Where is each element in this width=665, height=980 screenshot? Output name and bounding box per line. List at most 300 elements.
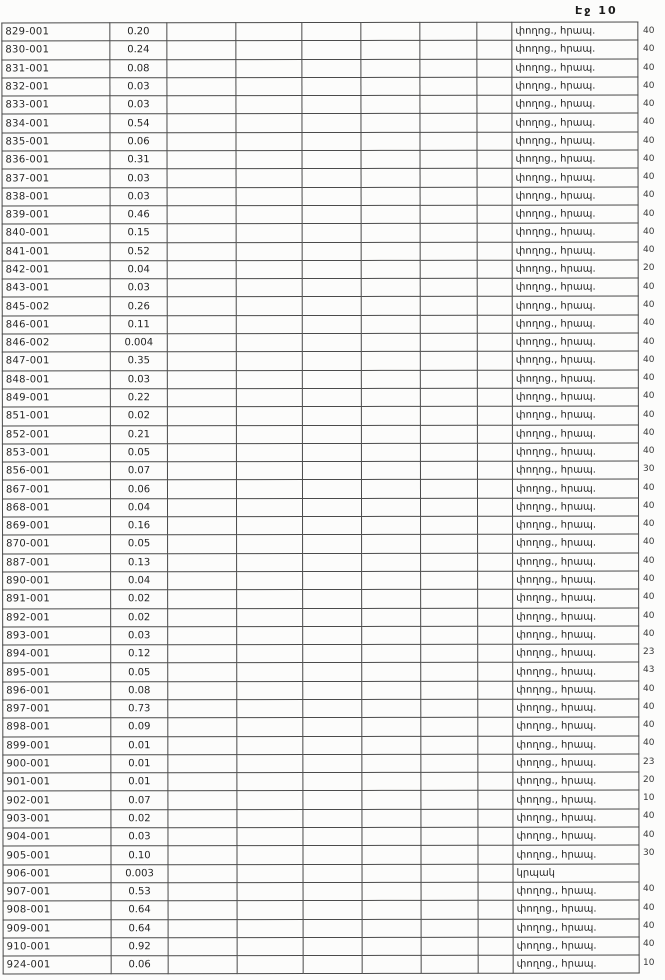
cell-usage-note: փողոց., հրապ.: [512, 443, 638, 461]
edge-fragment: 40: [643, 446, 655, 457]
edge-fragment: 40: [643, 409, 655, 420]
table-row: [3, 589, 639, 608]
cell-empty: [302, 242, 361, 260]
table-row: [2, 260, 638, 279]
edge-fragment: 40: [643, 336, 655, 347]
edge-fragment: 40: [643, 519, 655, 530]
cell-empty: [477, 95, 512, 113]
cell-empty: [478, 864, 513, 882]
edge-fragment: 40: [643, 80, 655, 91]
cell-empty: [168, 809, 237, 827]
edge-fragment: 40: [643, 555, 655, 566]
cell-empty: [167, 260, 236, 278]
cell-empty: [421, 663, 478, 681]
cell-empty: [478, 663, 513, 681]
cell-empty: [237, 608, 303, 626]
cell-empty: [237, 590, 303, 608]
cell-empty: [167, 114, 236, 132]
cell-empty: [478, 827, 513, 845]
cell-area-value: 0.22: [110, 389, 167, 407]
table-row: [2, 40, 638, 59]
edge-fragment: 40: [643, 26, 655, 36]
cell-empty: [477, 169, 512, 187]
edge-fragment: 40: [643, 537, 655, 548]
edge-fragment: 40: [643, 135, 655, 146]
cell-area-value: 0.04: [111, 572, 168, 590]
table-row: [2, 95, 638, 114]
cell-empty: [237, 882, 303, 900]
table-row: [2, 223, 638, 242]
cell-parcel-id: 910-001: [3, 938, 111, 956]
cell-area-value: 0.24: [110, 41, 167, 59]
cell-empty: [361, 114, 420, 132]
cell-parcel-id: 887-001: [3, 553, 111, 571]
cell-parcel-id: 837-001: [2, 169, 110, 187]
cell-empty: [477, 205, 512, 223]
cell-usage-note: փողոց., հրապ.: [512, 205, 638, 223]
cell-empty: [421, 626, 478, 644]
cell-empty: [303, 516, 362, 534]
cell-parcel-id: 843-001: [2, 279, 110, 297]
cell-empty: [236, 407, 302, 425]
cell-empty: [477, 59, 512, 77]
cell-empty: [362, 736, 421, 754]
edge-fragment: 30: [643, 464, 655, 475]
cell-empty: [237, 956, 303, 974]
cell-area-value: 0.03: [110, 370, 167, 388]
cell-empty: [236, 114, 302, 132]
cell-empty: [421, 919, 478, 937]
cell-empty: [361, 279, 420, 297]
cell-empty: [237, 809, 303, 827]
cell-empty: [478, 736, 513, 754]
cell-parcel-id: 831-001: [2, 59, 110, 77]
cell-usage-note: փողոց., հրապ.: [513, 754, 639, 772]
cell-empty: [477, 114, 512, 132]
cell-empty: [236, 425, 302, 443]
table-row: [2, 370, 638, 389]
cell-empty: [302, 260, 361, 278]
cell-empty: [477, 150, 512, 168]
cell-empty: [478, 772, 513, 790]
cell-empty: [421, 681, 478, 699]
cell-empty: [362, 754, 421, 772]
cell-empty: [303, 681, 362, 699]
edge-fragment: 30: [643, 847, 655, 858]
edge-fragment: 10: [643, 957, 655, 968]
cell-area-value: 0.05: [110, 444, 167, 462]
cell-empty: [237, 718, 303, 736]
cell-empty: [236, 23, 302, 41]
cell-empty: [362, 901, 421, 919]
cell-empty: [420, 461, 477, 479]
cell-empty: [303, 535, 362, 553]
cell-empty: [478, 516, 513, 534]
edge-fragment: 40: [643, 281, 655, 292]
cell-empty: [420, 333, 477, 351]
cell-empty: [361, 150, 420, 168]
cell-empty: [167, 334, 236, 352]
cell-empty: [362, 681, 421, 699]
cell-empty: [167, 370, 236, 388]
cell-parcel-id: 830-001: [2, 41, 110, 59]
table-row: [3, 571, 639, 590]
cell-empty: [237, 828, 303, 846]
cell-usage-note: փողոց., հրապ.: [512, 114, 638, 132]
table-row: [3, 699, 639, 718]
cell-empty: [237, 754, 303, 772]
edge-fragment: 40: [643, 354, 655, 365]
cell-empty: [362, 553, 421, 571]
cell-empty: [478, 955, 513, 973]
table-row: [3, 900, 639, 919]
edge-fragment: 40: [643, 500, 655, 511]
table-row: [3, 736, 639, 755]
cell-parcel-id: 890-001: [3, 572, 111, 590]
cell-parcel-id: 839-001: [2, 206, 110, 224]
cell-empty: [237, 517, 303, 535]
table-row: [3, 534, 639, 553]
cell-empty: [167, 297, 236, 315]
cell-area-value: 0.02: [111, 809, 168, 827]
cell-empty: [361, 132, 420, 150]
cell-empty: [168, 791, 237, 809]
cell-empty: [236, 224, 302, 242]
cell-empty: [167, 187, 236, 205]
table-row: [3, 754, 639, 773]
cell-empty: [420, 187, 477, 205]
cell-empty: [420, 407, 477, 425]
cell-empty: [168, 626, 237, 644]
cell-parcel-id: 829-001: [2, 23, 110, 41]
cell-parcel-id: 902-001: [3, 791, 111, 809]
cell-area-value: 0.003: [111, 864, 168, 882]
cell-empty: [168, 718, 237, 736]
cell-empty: [167, 480, 236, 498]
cell-usage-note: փողոց., հրապ.: [512, 498, 638, 516]
edge-fragment: 40: [643, 190, 655, 201]
cell-empty: [361, 242, 420, 260]
cell-area-value: 0.54: [110, 114, 167, 132]
table-row: [2, 205, 638, 224]
cell-parcel-id: 870-001: [3, 535, 111, 553]
cell-area-value: 0.15: [110, 224, 167, 242]
cell-empty: [167, 206, 236, 224]
cell-empty: [362, 864, 421, 882]
cell-parcel-id: 836-001: [2, 151, 110, 169]
cell-area-value: 0.05: [111, 663, 168, 681]
table-row: [3, 516, 639, 535]
cell-empty: [167, 224, 236, 242]
cell-empty: [421, 864, 478, 882]
cell-empty: [302, 443, 361, 461]
cell-usage-note: փողոց., հրապ.: [512, 77, 638, 95]
cell-empty: [420, 41, 477, 59]
cell-empty: [303, 919, 362, 937]
cell-parcel-id: 893-001: [3, 627, 111, 645]
cell-empty: [477, 187, 512, 205]
table-row: [3, 864, 639, 883]
cell-usage-note: փողոց., հրապ.: [513, 919, 639, 937]
cell-usage-note: փողոց., հրապ.: [513, 626, 639, 644]
cell-parcel-id: 853-001: [2, 444, 110, 462]
edge-fragment: 40: [643, 44, 655, 55]
cell-usage-note: փողոց., հրապ.: [512, 315, 638, 333]
cell-empty: [302, 132, 361, 150]
cell-empty: [167, 78, 236, 96]
table-row: [3, 845, 639, 864]
cell-empty: [362, 919, 421, 937]
edge-fragment: 10: [643, 793, 655, 804]
cell-empty: [361, 96, 420, 114]
edge-fragment: 40: [643, 939, 655, 950]
cell-empty: [477, 443, 512, 461]
cell-empty: [237, 645, 303, 663]
cell-empty: [236, 59, 302, 77]
cell-usage-note: փողոց., հրապ.: [513, 608, 639, 626]
cell-area-value: 0.07: [110, 462, 167, 480]
cell-empty: [303, 791, 362, 809]
cell-empty: [303, 699, 362, 717]
cell-parcel-id: 903-001: [3, 810, 111, 828]
edge-fragment: 40: [643, 299, 655, 310]
cell-parcel-id: 848-001: [2, 370, 110, 388]
cell-empty: [362, 571, 421, 589]
cell-area-value: 0.12: [111, 645, 168, 663]
cell-empty: [236, 187, 302, 205]
cell-empty: [420, 260, 477, 278]
edge-fragment: [643, 862, 665, 880]
cell-empty: [168, 937, 237, 955]
cell-parcel-id: 856-001: [2, 462, 110, 480]
cell-usage-note: փողոց., հրապ.: [513, 900, 639, 918]
cell-empty: [421, 736, 478, 754]
table-row: [2, 59, 638, 78]
cell-empty: [302, 169, 361, 187]
cell-empty: [303, 956, 362, 974]
cell-empty: [302, 114, 361, 132]
cell-empty: [477, 498, 512, 516]
table-row: [3, 791, 639, 810]
cell-empty: [236, 443, 302, 461]
cell-parcel-id: 868-001: [3, 499, 111, 517]
cell-empty: [421, 809, 478, 827]
edge-fragment: 40: [643, 592, 655, 603]
cell-usage-note: փողոց., հրապ.: [512, 223, 638, 241]
cell-empty: [302, 462, 361, 480]
cell-empty: [420, 425, 477, 443]
edge-fragment: 23: [643, 647, 655, 658]
cell-usage-note: փողոց., հրապ.: [513, 681, 639, 699]
cell-empty: [168, 608, 237, 626]
cell-empty: [168, 864, 237, 882]
edge-fragment: 40: [643, 720, 655, 731]
cell-empty: [477, 480, 512, 498]
cell-empty: [236, 41, 302, 59]
cell-empty: [303, 736, 362, 754]
cell-empty: [237, 791, 303, 809]
cell-empty: [303, 498, 362, 516]
cell-empty: [477, 352, 512, 370]
cell-empty: [236, 334, 302, 352]
table-row: [2, 278, 638, 297]
cell-empty: [302, 480, 361, 498]
cell-parcel-id: 846-001: [2, 316, 110, 334]
cell-parcel-id: 840-001: [2, 224, 110, 242]
cell-parcel-id: 904-001: [3, 828, 111, 846]
edge-fragment: 40: [643, 373, 655, 384]
cell-empty: [237, 681, 303, 699]
cell-empty: [420, 297, 477, 315]
cell-empty: [361, 370, 420, 388]
cell-usage-note: փողոց., հրապ.: [513, 644, 639, 662]
cell-empty: [168, 517, 237, 535]
cell-usage-note: փողոց., հրապ.: [513, 571, 639, 589]
cell-empty: [420, 480, 477, 498]
cell-usage-note: փողոց., հրապ.: [512, 22, 638, 40]
cell-parcel-id: 896-001: [3, 681, 111, 699]
cell-empty: [478, 791, 513, 809]
cell-area-value: 0.64: [111, 919, 168, 937]
cell-empty: [478, 699, 513, 717]
cell-empty: [420, 95, 477, 113]
cell-area-value: 0.05: [111, 535, 168, 553]
cell-empty: [421, 718, 478, 736]
cell-area-value: 0.02: [110, 407, 167, 425]
cell-empty: [421, 937, 478, 955]
table-row: [2, 114, 638, 133]
cell-parcel-id: 846-002: [2, 334, 110, 352]
cell-empty: [302, 425, 361, 443]
table-row: [2, 132, 638, 151]
cell-empty: [478, 809, 513, 827]
cell-usage-note: փողոց., հրապ.: [513, 662, 639, 680]
edge-fragment: 40: [643, 921, 655, 932]
table-row: [2, 242, 638, 261]
cell-empty: [362, 699, 421, 717]
cell-empty: [167, 41, 236, 59]
cell-empty: [420, 132, 477, 150]
cell-empty: [167, 59, 236, 77]
cell-empty: [361, 297, 420, 315]
cell-empty: [362, 626, 421, 644]
cell-empty: [302, 388, 361, 406]
cell-empty: [477, 388, 512, 406]
cell-usage-note: փողոց., հրապ.: [512, 150, 638, 168]
cell-empty: [421, 901, 478, 919]
cell-empty: [477, 461, 512, 479]
cell-empty: [302, 370, 361, 388]
cell-parcel-id: 835-001: [2, 133, 110, 151]
cell-empty: [421, 846, 478, 864]
cell-empty: [237, 626, 303, 644]
table-row: [3, 919, 639, 938]
cell-empty: [237, 736, 303, 754]
cell-empty: [302, 315, 361, 333]
cell-empty: [167, 407, 236, 425]
cell-usage-note: փողոց., հրապ.: [512, 461, 638, 479]
cell-empty: [420, 77, 477, 95]
cell-empty: [361, 333, 420, 351]
cell-usage-note: փողոց., հրապ.: [513, 882, 639, 900]
table-row: [2, 333, 638, 352]
cell-empty: [362, 535, 421, 553]
table-row: [2, 351, 638, 370]
edge-fragment: 43: [643, 665, 655, 676]
cell-empty: [302, 352, 361, 370]
cell-empty: [362, 644, 421, 662]
table-row: [2, 187, 638, 206]
cell-empty: [421, 535, 478, 553]
cell-usage-note: փողոց., հրապ.: [512, 278, 638, 296]
cell-empty: [477, 41, 512, 59]
cell-empty: [477, 333, 512, 351]
cell-empty: [303, 864, 362, 882]
cell-empty: [477, 297, 512, 315]
cell-parcel-id: 891-001: [3, 590, 111, 608]
cell-area-value: 0.06: [110, 132, 167, 150]
cell-empty: [478, 626, 513, 644]
right-edge-fragments: [643, 22, 665, 972]
cell-empty: [303, 901, 362, 919]
table-row: [3, 644, 639, 663]
cell-usage-note: փողոց., հրապ.: [512, 59, 638, 77]
cell-empty: [477, 223, 512, 241]
cell-empty: [362, 791, 421, 809]
cell-area-value: 0.53: [111, 883, 168, 901]
cell-empty: [236, 297, 302, 315]
cell-empty: [303, 846, 362, 864]
table-row: [2, 479, 638, 498]
cell-empty: [361, 315, 420, 333]
page-number-label: Էջ 10: [575, 4, 618, 17]
cell-area-value: 0.46: [110, 206, 167, 224]
cell-empty: [167, 242, 236, 260]
cell-parcel-id: 833-001: [2, 96, 110, 114]
cell-area-value: 0.02: [111, 590, 168, 608]
cell-empty: [361, 224, 420, 242]
cell-empty: [361, 425, 420, 443]
cell-empty: [236, 315, 302, 333]
cell-usage-note: փողոց., հրապ.: [513, 791, 639, 809]
cell-usage-note: փողոց., հրապ.: [513, 699, 639, 717]
cell-parcel-id: 838-001: [2, 187, 110, 205]
cell-empty: [236, 352, 302, 370]
cell-empty: [420, 205, 477, 223]
cell-empty: [361, 260, 420, 278]
cell-parcel-id: 901-001: [3, 773, 111, 791]
table-row: [3, 662, 639, 681]
cell-empty: [168, 773, 237, 791]
cell-area-value: 0.73: [111, 700, 168, 718]
cell-area-value: 0.004: [110, 334, 167, 352]
cell-empty: [167, 96, 236, 114]
table-row: [3, 626, 639, 645]
cell-empty: [478, 681, 513, 699]
cell-area-value: 0.03: [110, 279, 167, 297]
cell-empty: [236, 370, 302, 388]
cell-area-value: 0.64: [111, 901, 168, 919]
cell-empty: [478, 937, 513, 955]
cell-parcel-id: 897-001: [3, 700, 111, 718]
cell-empty: [421, 516, 478, 534]
cell-area-value: 0.31: [110, 151, 167, 169]
edge-fragment: 40: [643, 62, 655, 73]
cell-empty: [477, 260, 512, 278]
cell-parcel-id: 845-002: [2, 297, 110, 315]
edge-fragment: 40: [643, 172, 655, 183]
cell-empty: [361, 169, 420, 187]
